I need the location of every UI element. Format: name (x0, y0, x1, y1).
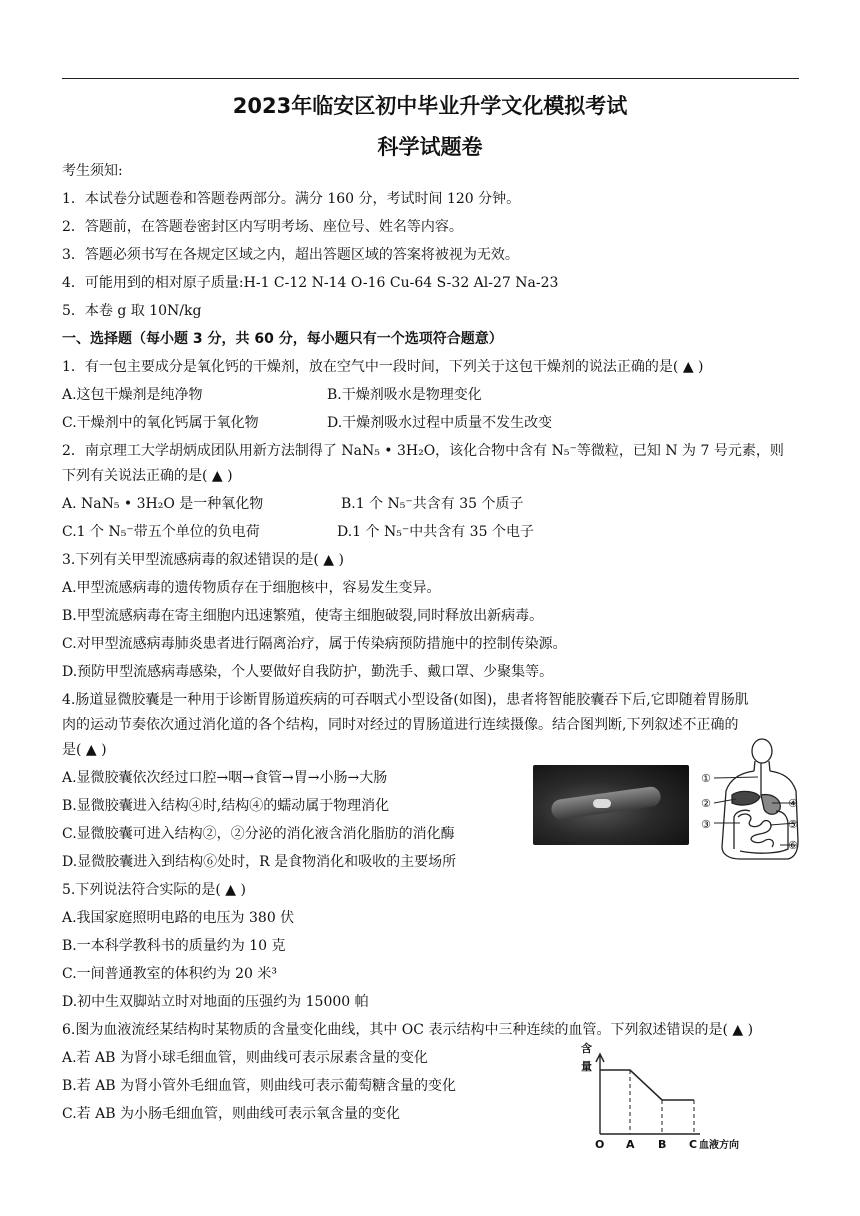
label-4: ④ (788, 797, 798, 810)
q3-option-a: A.甲型流感病毒的遗传物质存在于细胞核中，容易发生变异。 (62, 580, 441, 596)
section-heading: 一、选择题（每小题 3 分，共 60 分，每小题只有一个选项符合题意） (62, 331, 503, 347)
q4-option-a: A.显微胶囊依次经过口腔→咽→食管→胃→小肠→大肠 (62, 770, 388, 786)
blood-flow-content-graph (578, 1040, 758, 1152)
top-rule (62, 78, 799, 79)
head-outline (752, 739, 772, 763)
notice-item-4: 4．可能用到的相对原子质量:H-1 C-12 N-14 O-16 Cu-64 S-32 Al-27 Na-23 (62, 275, 559, 291)
y-label-char2: 量 (581, 1060, 592, 1073)
label-2: ② (701, 797, 711, 810)
q4-stem-line3: 是( ▲ ) (62, 742, 107, 758)
large-intestine-shape (734, 810, 788, 853)
notice-heading: 考生须知: (62, 163, 123, 179)
q1-option-b: B.干燥剂吸水是物理变化 (327, 387, 482, 403)
digestive-system-diagram (700, 737, 800, 862)
q3-option-d: D.预防甲型流感病毒感染，个人要做好自我防护，勤洗手、戴口罩、少聚集等。 (62, 664, 554, 680)
q2-option-a: A. NaN₅ • 3H₂O 是一种氧化物 (62, 496, 264, 512)
x-axis-label: 血液方向 (699, 1140, 739, 1151)
q4-stem-line2: 肉的运动节奏依次通过消化道的各个结构，同时对经过的胃肠道进行连续摄像。结合图判断,下列叙述不正确的 (62, 717, 739, 733)
q4-option-c: C.显微胶囊可进入结构②，②分泌的消化液含消化脂肪的消化酶 (62, 826, 455, 842)
label-6: ⑥ (788, 839, 798, 852)
q6-option-a: A.若 AB 为肾小球毛细血管，则曲线可表示尿素含量的变化 (62, 1050, 428, 1066)
q4-option-b: B.显微胶囊进入结构④时,结构④的蠕动属于物理消化 (62, 798, 390, 814)
x-tick-o: O (595, 1138, 605, 1151)
q2-option-c: C.1 个 N₅⁻带五个单位的负电荷 (62, 524, 260, 540)
q5-stem: 5.下列说法符合实际的是( ▲ ) (62, 882, 246, 898)
q5-option-b: B.一本科学教科书的质量约为 10 克 (62, 938, 286, 954)
exam-title: 2023年临安区初中毕业升学文化模拟考试 (232, 94, 628, 118)
notice-item-3: 3．答题必须书写在各规定区域之内，超出答题区域的答案将被视为无效。 (62, 247, 519, 263)
x-tick-c: C (689, 1138, 698, 1151)
q1-stem: 1．有一包主要成分是氧化钙的干燥剂，放在空气中一段时间，下列关于这包干燥剂的说法正确的是( ▲ ) (62, 359, 704, 375)
label-3: ③ (701, 818, 711, 831)
q3-option-b: B.甲型流感病毒在寄主细胞内迅速繁殖，使寄主细胞破裂,同时释放出新病毒。 (62, 608, 544, 624)
notice-item-2: 2．答题前，在答题卷密封区内写明考场、座位号、姓名等内容。 (62, 219, 463, 235)
paper-subtitle: 科学试题卷 (377, 135, 483, 159)
q2-option-b: B.1 个 N₅⁻共含有 35 个质子 (341, 496, 524, 512)
q1-option-a: A.这包干燥剂是纯净物 (62, 387, 203, 403)
x-tick-b: B (658, 1138, 667, 1151)
q2-stem-line1: 2．南京理工大学胡炳成团队用新方法制得了 NaN₅ • 3H₂O，该化合物中含有 N₅⁻等微粒，已知 N 为 7 号元素，则 (62, 443, 784, 459)
label-5: ⑤ (788, 818, 798, 831)
q3-option-c: C.对甲型流感病毒肺炎患者进行隔离治疗，属于传染病预防措施中的控制传染源。 (62, 636, 567, 652)
q4-stem-line1: 4.肠道显微胶囊是一种用于诊断胃肠道疾病的可吞咽式小型设备(如图)，患者将智能胶囊吞下后,它即随着胃肠肌 (62, 692, 749, 708)
q3-stem: 3.下列有关甲型流感病毒的叙述错误的是( ▲ ) (62, 552, 344, 568)
notice-item-1: 1．本试卷分试题卷和答题卷两部分。满分 160 分，考试时间 120 分钟。 (62, 191, 521, 207)
q2-option-d: D.1 个 N₅⁻中共含有 35 个电子 (337, 524, 534, 540)
q2-stem-line2: 下列有关说法正确的是( ▲ ) (62, 468, 233, 484)
small-intestine-shape (738, 814, 773, 847)
q1-option-c: C.干燥剂中的氧化钙属于氧化物 (62, 415, 259, 431)
x-tick-a: A (626, 1138, 635, 1151)
capsule-shape (593, 799, 611, 808)
q6-option-c: C.若 AB 为小肠毛细血管，则曲线可表示氧含量的变化 (62, 1106, 400, 1122)
q6-option-b: B.若 AB 为肾小管外毛细血管，则曲线可表示葡萄糖含量的变化 (62, 1078, 457, 1094)
content-curve (600, 1070, 694, 1100)
label-1: ① (701, 772, 711, 785)
capsule-photo (533, 765, 689, 845)
liver-shape (732, 791, 760, 805)
q5-option-a: A.我国家庭照明电路的电压为 380 伏 (62, 910, 295, 926)
q5-option-c: C.一间普通教室的体积约为 20 米³ (62, 966, 277, 982)
q5-option-d: D.初中生双脚站立时对地面的压强约为 15000 帕 (62, 994, 369, 1010)
notice-item-5: 5．本卷 g 取 10N/kg (62, 303, 202, 319)
q4-option-d: D.显微胶囊进入到结构⑥处时，R 是食物消化和吸收的主要场所 (62, 854, 457, 870)
y-label-char1: 含 (581, 1042, 592, 1055)
q1-option-d: D.干燥剂吸水过程中质量不发生改变 (327, 415, 553, 431)
q6-stem: 6.图为血液流经某结构时某物质的含量变化曲线，其中 OC 表示结构中三种连续的血管。下列叙述错误的是( ▲ ) (62, 1022, 754, 1038)
